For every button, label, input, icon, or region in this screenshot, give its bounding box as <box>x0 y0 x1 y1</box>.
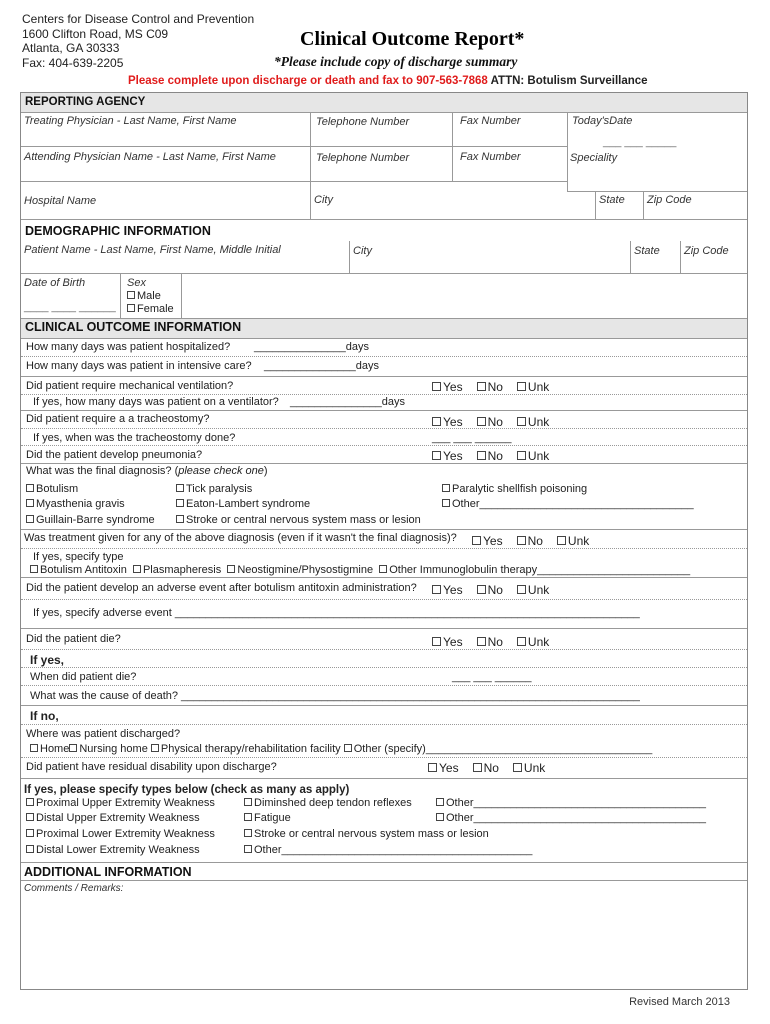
adverse-yn[interactable]: Yes No Unk <box>432 583 549 597</box>
telephone-field-2[interactable]: Telephone Number <box>316 152 410 164</box>
patient-city-field[interactable]: City <box>353 245 372 257</box>
cause-of-death-input[interactable]: What was the cause of death? ___________________________________________________________________________ <box>30 690 640 702</box>
dis-stroke[interactable]: Stroke or central nervous system mass or lesion <box>244 828 489 840</box>
q-pneumonia: Did the patient develop pneumonia? <box>26 449 203 461</box>
q-icu: How many days was patient in intensive care? <box>26 360 252 372</box>
instruction-attn: ATTN: Botulism Surveillance <box>487 75 648 87</box>
instruction-line <box>128 75 648 87</box>
dob-blank[interactable]: ____ ____ ______ <box>24 301 116 313</box>
q-ventilation: Did patient require mechanical ventilation? <box>26 380 234 392</box>
q-trach-when: If yes, when was the tracheostomy done? <box>33 432 236 444</box>
zip-field[interactable]: Zip Code <box>647 194 692 206</box>
additional-heading: ADDITIONAL INFORMATION <box>24 865 192 879</box>
treat-antitoxin[interactable]: Botulism Antitoxin <box>30 564 127 576</box>
dis-other-1[interactable]: Other______________________________________ <box>436 797 706 809</box>
dis-other-3[interactable]: Other_________________________________________ <box>244 844 532 856</box>
cdc-address <box>22 12 254 70</box>
clinical-heading: CLINICAL OUTCOME INFORMATION <box>25 320 242 334</box>
adverse-event-input[interactable]: If yes, specify adverse event ____________________________________________________________________________ <box>33 607 640 619</box>
sex-male-option[interactable] <box>127 290 161 302</box>
hospital-name-field[interactable]: Hospital Name <box>24 195 97 207</box>
patient-state-field[interactable]: State <box>634 245 660 257</box>
hospitalized-days-input[interactable]: _______________days <box>254 341 370 353</box>
demographic-heading: DEMOGRAPHIC INFORMATION <box>25 224 211 238</box>
attending-physician-field[interactable]: Attending Physician Name - Last Name, First Name <box>24 151 276 163</box>
icu-days-input[interactable]: _______________days <box>264 360 380 372</box>
dx-botulism[interactable]: Botulism <box>26 483 78 495</box>
ventilation-yn[interactable]: Yes No Unk <box>432 380 549 394</box>
dx-eaton-lambert[interactable]: Eaton-Lambert syndrome <box>176 498 310 510</box>
dest-home[interactable]: Home <box>30 743 69 755</box>
address-line: 1600 Clifton Road, MS C09 <box>22 26 169 41</box>
dis-distal-lower[interactable]: Distal Lower Extremity Weakness <box>26 844 200 856</box>
address-line: Centers for Disease Control and Prevention <box>22 12 255 26</box>
dx-shellfish[interactable]: Paralytic shellfish poisoning <box>442 483 587 495</box>
dx-myasthenia[interactable]: Myasthenia gravis <box>26 498 125 510</box>
q-vent-days: If yes, how many days was patient on a ventilator? <box>33 396 279 408</box>
treat-neostigmine[interactable]: Neostigmine/Physostigmine <box>227 564 373 576</box>
reporting-agency-heading: REPORTING AGENCY <box>25 96 146 108</box>
comments-field[interactable]: Comments / Remarks: <box>24 883 124 894</box>
if-no-label: If no, <box>30 709 59 723</box>
dis-other-2[interactable]: Other______________________________________ <box>436 812 706 824</box>
dob-field[interactable]: Date of Birth <box>24 277 86 289</box>
tracheostomy-yn[interactable]: Yes No Unk <box>432 415 549 429</box>
q-treatment: Was treatment given for any of the above diagnosis (even if it wasn't the final diagnosis)? <box>24 532 457 544</box>
treat-other-ig[interactable]: Other Immunoglobulin therapy_________________________ <box>379 564 690 576</box>
dest-rehab[interactable]: Physical therapy/rehabilitation facility <box>151 743 341 755</box>
disability-types-heading: If yes, please specify types below (check as many as apply) <box>24 784 350 796</box>
speciality-field[interactable]: Speciality <box>570 152 618 164</box>
patient-name-field[interactable]: Patient Name - Last Name, First Name, Middle Initial <box>24 244 281 256</box>
sex-female-option[interactable] <box>127 303 174 315</box>
dx-stroke[interactable]: Stroke or central nervous system mass or lesion <box>176 514 421 526</box>
death-date-input[interactable]: ___ ___ ______ <box>452 671 532 683</box>
dis-distal-upper[interactable]: Distal Upper Extremity Weakness <box>26 812 200 824</box>
fax-field-1[interactable]: Fax Number <box>460 115 521 127</box>
q-tracheostomy: Did patient require a a tracheostomy? <box>26 413 210 425</box>
dis-prox-upper[interactable]: Proximal Upper Extremity Weakness <box>26 797 215 809</box>
q-hospitalized: How many days was patient hospitalized? <box>26 341 231 353</box>
dest-other[interactable]: Other (specify)_____________________________________ <box>344 743 652 755</box>
q-residual-disability: Did patient have residual disability upon discharge? <box>26 761 277 773</box>
dx-tick-paralysis[interactable]: Tick paralysis <box>176 483 252 495</box>
q-final-diagnosis: What was the final diagnosis? (please check one) <box>26 465 268 477</box>
treat-plasmapheresis[interactable]: Plasmapheresis <box>133 564 221 576</box>
fax-field-2[interactable]: Fax Number <box>460 151 521 163</box>
dis-fatigue[interactable]: Fatigue <box>244 812 291 824</box>
dx-guillain-barre[interactable]: Guillain-Barre syndrome <box>26 514 155 526</box>
instruction-red: Please complete upon discharge or death and fax to 907-563-7868 <box>128 75 488 87</box>
todays-date-blank[interactable]: ___ ___ _____ <box>603 136 677 148</box>
treating-physician-field[interactable]: Treating Physician - Last Name, First Name <box>24 115 237 127</box>
address-line: Fax: 404-639-2205 <box>22 55 124 70</box>
pneumonia-yn[interactable]: Yes No Unk <box>432 449 549 463</box>
address-line: Atlanta, GA 30333 <box>22 41 120 55</box>
sex-label: Sex <box>127 277 146 289</box>
die-yn[interactable]: Yes No Unk <box>432 635 549 649</box>
state-field[interactable]: State <box>599 194 625 206</box>
dis-reflexes[interactable]: Diminshed deep tendon reflexes <box>244 797 412 809</box>
q-treatment-specify: If yes, specify type <box>33 551 124 563</box>
q-discharged-where: Where was patient discharged? <box>26 728 181 740</box>
treatment-yn[interactable]: Yes No Unk <box>472 534 589 548</box>
trach-date-input[interactable]: ___ ___ ______ <box>432 432 512 444</box>
revision-date: Revised March 2013 <box>629 996 730 1008</box>
telephone-field-1[interactable]: Telephone Number <box>316 116 410 128</box>
treatment-types <box>30 564 690 576</box>
residual-yn[interactable]: Yes No Unk <box>428 761 545 775</box>
vent-days-input[interactable]: _______________days <box>290 396 406 408</box>
form-subtitle: *Please include copy of discharge summary <box>274 54 518 69</box>
dest-nursing-home[interactable]: Nursing home <box>69 743 147 755</box>
q-patient-die: Did the patient die? <box>26 633 121 645</box>
male-label: Male <box>137 290 161 302</box>
patient-zip-field[interactable]: Zip Code <box>684 245 729 257</box>
if-yes-label: If yes, <box>30 653 65 667</box>
city-field[interactable]: City <box>314 194 333 206</box>
todays-date-field[interactable]: Today'sDate <box>572 115 633 127</box>
dis-prox-lower[interactable]: Proximal Lower Extremity Weakness <box>26 828 215 840</box>
discharge-destinations <box>30 743 652 755</box>
form-title: Clinical Outcome Report* <box>300 28 525 50</box>
q-adverse-event: Did the patient develop an adverse event after botulism antitoxin administration? <box>26 582 417 594</box>
dx-other[interactable]: Other___________________________________ <box>442 498 694 510</box>
q-when-die: When did patient die? <box>30 671 137 683</box>
female-label: Female <box>137 303 174 315</box>
